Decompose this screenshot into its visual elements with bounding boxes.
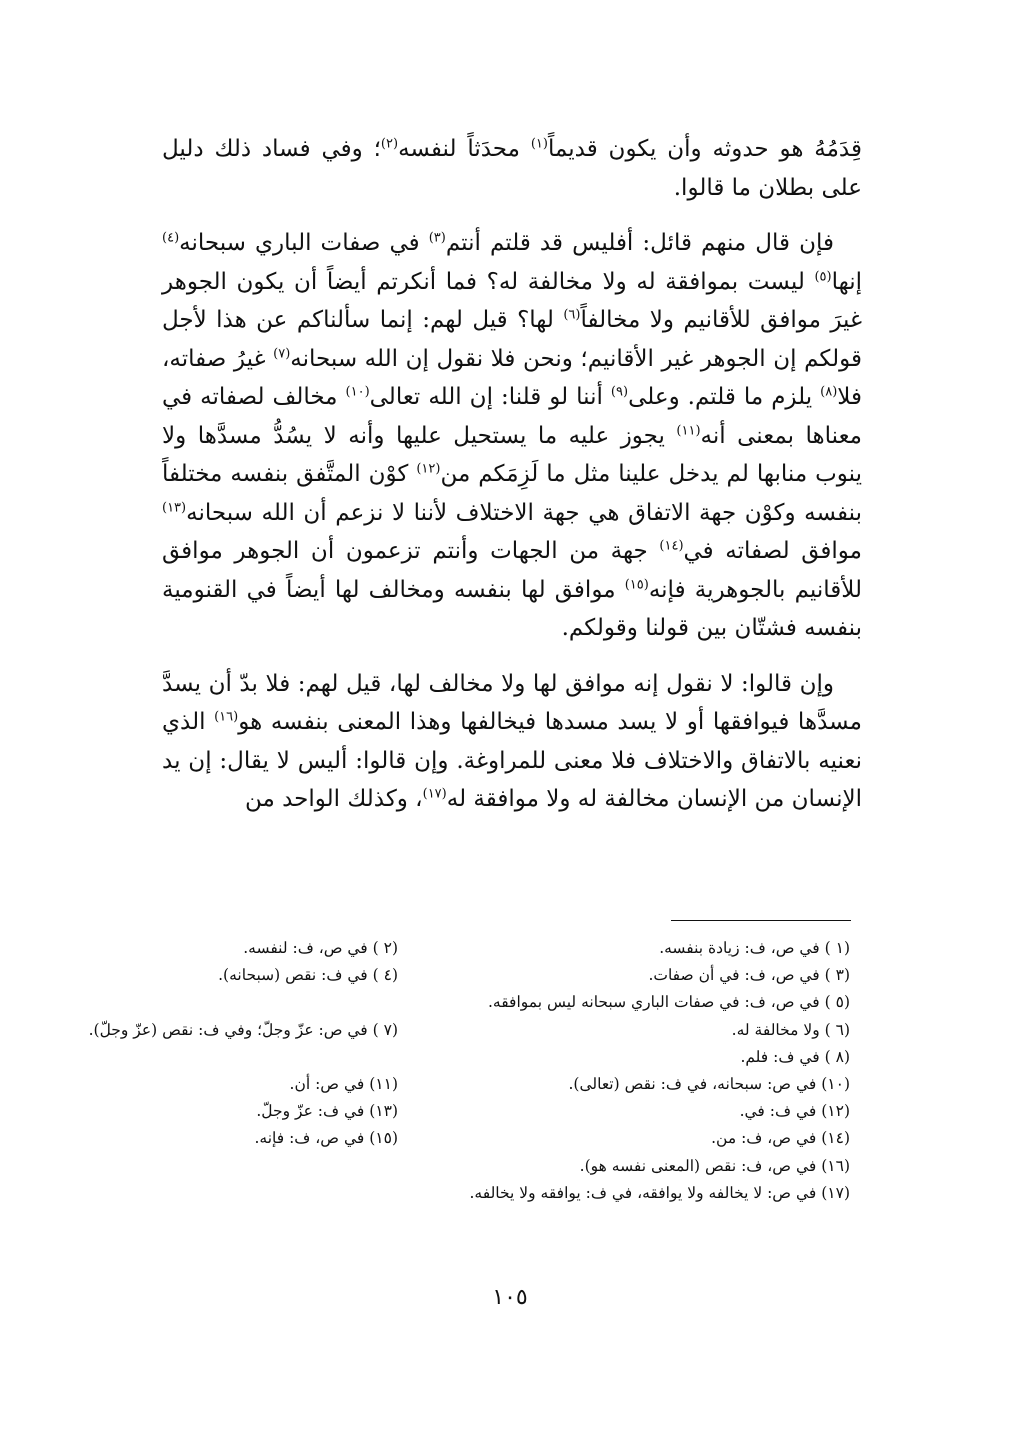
footnote-row	[160, 1153, 850, 1180]
paragraph-3	[162, 665, 862, 819]
footnotes	[88, 935, 850, 1207]
text-segment: مخالف لصفاته في معناها بمعنى أنه	[162, 384, 862, 449]
text-segment: في صفات الباري سبحانه	[179, 230, 429, 256]
footnote-ref: (٩)	[610, 384, 629, 400]
footnote: (١٤) في ص، ف: من.	[711, 1129, 850, 1148]
footnote-ref: (٣)	[428, 230, 446, 246]
text-segment: جهة من الجهات وأنتم تزعمون أن الجوهر موافق للأقانيم بالجوهرية فإنه	[162, 538, 862, 603]
text-segment: ؛ وفي فساد ذلك دليل على بطلان ما قالوا.	[162, 136, 862, 201]
footnote: (٨ ) في ف: فلم.	[740, 1047, 850, 1066]
footnote-ref: (٧)	[273, 345, 291, 361]
text-segment: محدَثاً لنفسه	[398, 136, 531, 162]
footnote: (٧ ) في ص: عزّ وجلّ؛ وفي ف: نقص (عزّ وجلّ).	[88, 1020, 398, 1039]
text-segment: موافق لصفاته في	[683, 538, 862, 564]
footnote-row	[160, 1044, 850, 1071]
footnote-row	[88, 1017, 850, 1044]
footnote-row	[160, 935, 850, 962]
text-segment: يلزم ما قلتم. وعلى	[628, 384, 821, 410]
text-segment: فإن قال منهم قائل: أفليس قد قلتم أنتم	[445, 230, 834, 256]
footnote: (١٥) في ص، ف: فإنه.	[254, 1129, 398, 1148]
text-segment: قِدَمُهُ هو حدوثه وأن يكون قديماً	[547, 136, 863, 162]
footnote-row	[160, 1071, 850, 1098]
text-segment: غيرُ صفاته، فلا	[162, 345, 863, 410]
footnote-separator	[671, 920, 851, 921]
footnote-ref: (٤)	[162, 230, 180, 246]
paragraph-1	[162, 130, 862, 207]
main-text	[162, 130, 862, 819]
footnote-ref: (١٦)	[214, 709, 239, 725]
footnote: (١٦) في ص، ف: نقص (المعنى نفسه هو).	[579, 1156, 850, 1175]
text-segment: يجوز عليه ما يستحيل عليها وأنه لا يسُدُّ مسدَّها ولا ينوب منابها لم يدخل علينا مثل ما لَزِمَكم من	[162, 422, 862, 487]
footnote: (١ ) في ص، ف: زيادة بنفسه.	[659, 939, 850, 957]
footnote-ref: (١٣)	[162, 499, 187, 515]
footnote-row	[160, 1125, 850, 1152]
footnote-row	[160, 1098, 850, 1125]
text-segment: وإن قالوا: لا نقول إنه موافق لها ولا مخالف لها، قيل لهم: فلا بدّ أن يسدَّ مسدَّها فيوافقها أو لا يسد مسدها فيخالفها وهذا المعنى بنفسه هو	[162, 670, 862, 735]
footnote: (١١) في ص: أن.	[289, 1074, 398, 1093]
footnote: (١٧) في ص: لا يخالفه ولا يوافقه، في ف: يوافقه ولا يخالفه.	[469, 1183, 850, 1202]
footnote-ref: (٢)	[380, 136, 399, 152]
footnote-ref: (١)	[530, 136, 548, 152]
footnote: (٥ ) في ص، ف: في صفات الباري سبحانه ليس بموافقه.	[487, 993, 850, 1012]
footnote-row	[160, 962, 850, 989]
paragraph-2	[162, 224, 862, 648]
text-segment: لها؟ قيل لهم: إنما سألناكم عن هذا لأجل قولكم إن الجوهر غير الأقانيم؛ ونحن فلا نقول إن الله سبحانه	[162, 307, 862, 372]
footnote-ref: (١٠)	[345, 384, 370, 400]
text-segment: ، وكذلك الواحد من	[244, 786, 423, 812]
text-segment: كوْن المتَّفق بنفسه مختلفاً بنفسه وكوْن جهة الاتفاق هي جهة الاختلاف لأننا لا نزعم أن الله سبحانه	[162, 461, 862, 526]
footnote: (١٢) في ف: في.	[739, 1102, 850, 1121]
text-segment: موافق لها بنفسه ومخالف لها أيضاً في القنومية بنفسه فشتّان بين قولنا وقولكم.	[162, 576, 862, 641]
footnote-ref: (٦)	[563, 307, 581, 323]
text-segment: ليست بموافقة له ولا مخالفة له؟ فما أنكرتم أيضاً أن يكون الجوهر غيرَ موافق للأقانيم ولا مخالفاً	[162, 268, 863, 333]
footnote-ref: (١٤)	[659, 538, 684, 554]
footnote: (١٠) في ص: سبحانه، في ف: نقص (تعالى).	[568, 1074, 850, 1093]
footnote-ref: (١١)	[676, 422, 701, 438]
footnote: (٢ ) في ص، ف: لنفسه.	[243, 939, 398, 957]
footnote: (٣ ) في ص، ف: في أن صفات.	[648, 966, 850, 985]
footnote: (١٣) في ف: عزّ وجلّ.	[256, 1102, 398, 1121]
footnote-ref: (١٢)	[416, 461, 441, 477]
footnote: (٤ ) في ف: نقص (سبحانه).	[218, 966, 398, 985]
footnote-ref: (٨)	[820, 384, 838, 400]
footnote: (٦ ) ولا مخالفة له.	[731, 1020, 850, 1039]
footnote-ref: (١٥)	[624, 576, 649, 592]
page-number: ١٠٥	[492, 1285, 528, 1310]
footnote-ref: (٥)	[814, 268, 832, 284]
text-segment: الذي نعنيه بالاتفاق والاختلاف فلا معنى للمراوغة. وإن قالوا: أليس لا يقال: إن يد الإنسان من الإنسان مخالفة له ولا موافقة له	[162, 709, 862, 812]
footnote-row	[160, 989, 850, 1016]
footnote-ref: (١٧)	[422, 786, 447, 802]
footnote-row	[160, 1180, 850, 1207]
text-segment: أننا لو قلنا: إن الله تعالى	[369, 384, 611, 410]
text-segment: إنها	[831, 268, 862, 295]
